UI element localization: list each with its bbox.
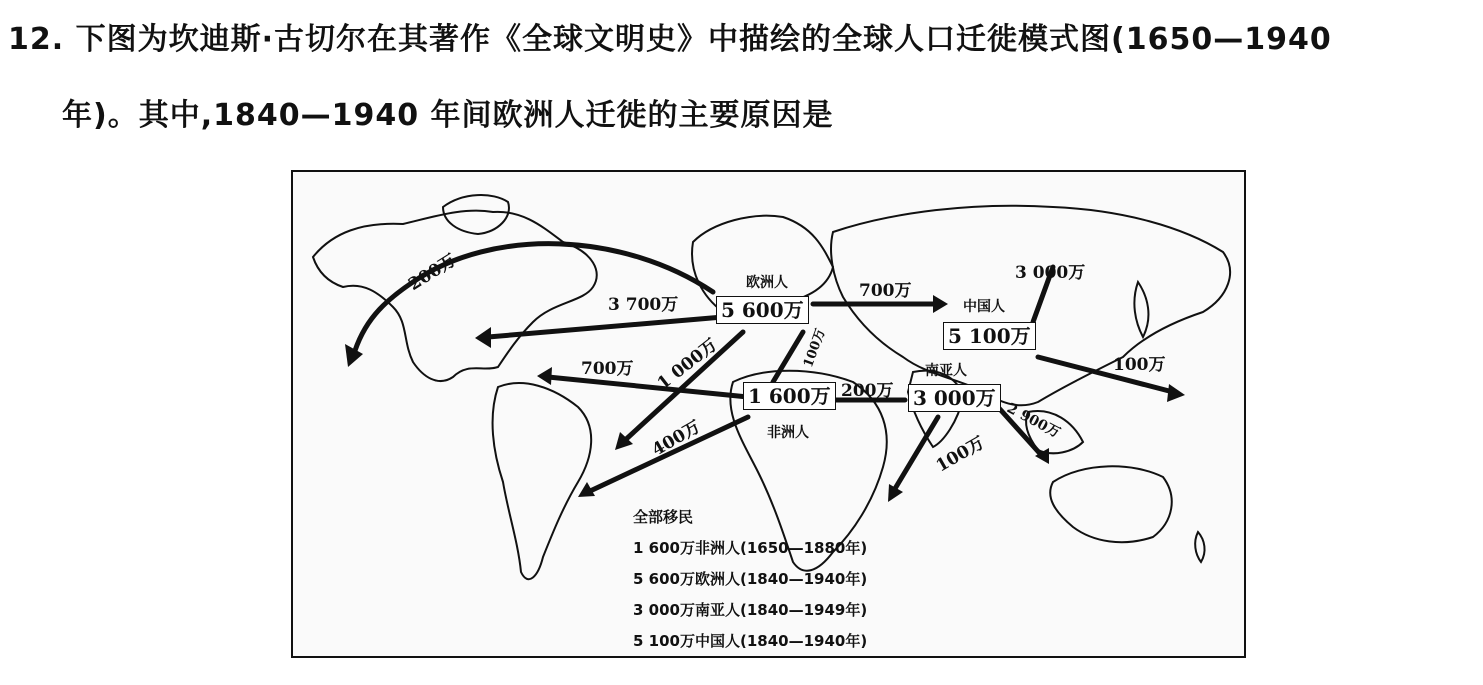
arrow-europe-americas (488, 317, 723, 337)
africa-tag: 非洲人 (767, 425, 809, 441)
australia-outline (1050, 466, 1172, 542)
flow-label-200-mid: 200万 (841, 381, 894, 401)
flow-label-100-china: 100万 (1113, 355, 1166, 375)
flow-label-3000-china: 3 000万 (1015, 263, 1086, 283)
south-asia-count-box: 3 000万 (908, 384, 1001, 412)
arrowhead-5 (537, 367, 552, 385)
legend-item-chinese: 5 100万中国人(1840—1940年) (633, 632, 868, 650)
question-line-2: 年)。其中,1840—1940 年间欧洲人迁徙的主要原因是 (62, 98, 834, 133)
europe-tag: 欧洲人 (746, 275, 788, 291)
flow-label-700-east: 700万 (859, 281, 912, 301)
flow-label-2900: 2 900万 (1004, 400, 1063, 442)
europe-count-box: 5 600万 (716, 296, 809, 324)
japan-outline (1134, 282, 1148, 337)
china-count-box: 5 100万 (943, 322, 1036, 350)
legend-title: 全部移民 (633, 508, 694, 526)
flow-label-200-north: 200万 (405, 250, 461, 296)
legend-item-south-asians: 3 000万南亚人(1840—1949年) (633, 601, 868, 619)
arrowhead-2 (475, 327, 491, 348)
arrowhead-3 (933, 295, 948, 313)
migration-legend (633, 502, 867, 657)
migration-map (291, 170, 1246, 658)
flow-label-3700: 3 700万 (608, 295, 679, 315)
flow-label-700-africa: 700万 (581, 359, 634, 379)
flow-label-1000: 1 000万 (653, 334, 722, 394)
greenland-outline (443, 195, 509, 234)
south-asia-tag: 南亚人 (925, 363, 967, 379)
china-tag: 中国人 (963, 299, 1005, 315)
legend-item-africans: 1 600万非洲人(1650—1880年) (633, 539, 868, 557)
new-zealand-outline (1195, 532, 1204, 562)
flow-label-100-europe: 100万 (801, 326, 829, 370)
question-line-1: 12. 下图为坎迪斯·古切尔在其著作《全球文明史》中描绘的全球人口迁徙模式图(1650—1940 (8, 22, 1332, 57)
flow-label-400: 400万 (648, 416, 705, 461)
africa-count-box: 1 600万 (743, 382, 836, 410)
south-america-outline (493, 383, 592, 579)
arrow-africa-caribbean (548, 377, 748, 397)
legend-item-europeans: 5 600万欧洲人(1840—1940年) (633, 570, 868, 588)
arrowhead-9 (1167, 384, 1185, 402)
flow-label-100-asia: 100万 (932, 432, 989, 477)
